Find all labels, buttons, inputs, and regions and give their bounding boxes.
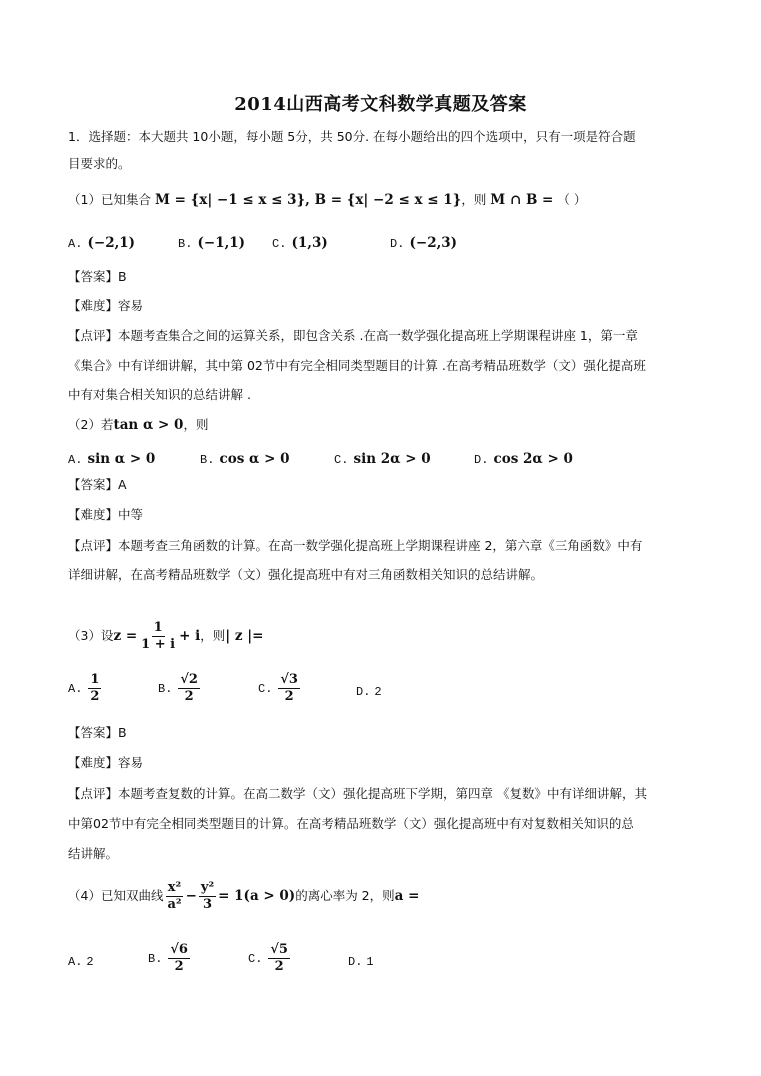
fraction-numerator: x² <box>167 880 182 895</box>
intro-line-2: 目要求的。 <box>68 156 131 171</box>
q4-minus: − <box>185 888 197 904</box>
q3-answer: 【答案】B <box>68 725 127 740</box>
q1-answer: 【答案】B <box>68 269 127 284</box>
q1-comment-line-1: 【点评】本题考查集合之间的运算关系，即包含关系 .在高一数学强化提高班上学期课程讲座 1，第一章 <box>68 328 638 343</box>
fraction-numerator: y² <box>200 880 215 895</box>
option-label: D. <box>390 237 405 251</box>
q1-option-b <box>178 232 245 251</box>
option-label: A. <box>68 682 83 696</box>
q4-tail: = 1(a > 0) <box>218 888 296 904</box>
q2-stem <box>68 416 208 434</box>
q2-prefix: （2）若 <box>68 417 114 432</box>
option-value: cos 2α > 0 <box>493 451 573 467</box>
option-fraction <box>268 942 290 975</box>
q3-z-eq: z = <box>113 628 138 644</box>
fraction-denominator: 2 <box>174 959 184 974</box>
option-label: C. <box>258 682 273 696</box>
fraction-denominator: a² <box>167 897 182 912</box>
q1-option-a <box>68 232 135 251</box>
q4-option-d <box>348 952 374 971</box>
q2-option-a <box>68 448 155 467</box>
q3-option-c <box>258 672 302 705</box>
q1-formula: M = {x| −1 ≤ x ≤ 3}, B = {x| −2 ≤ x ≤ 1} <box>154 192 462 208</box>
q3-plus-i: + i <box>179 628 201 644</box>
q1-comment-line-3: 中有对集合相关知识的总结讲解 . <box>68 387 251 402</box>
q3-comment-line-2: 中第02节中有完全相同类型题目的计算。在高考精品班数学（文）强化提高班中有对复数相关知识的总 <box>68 816 634 831</box>
option-label: C. <box>248 952 263 966</box>
q4-stem <box>68 880 419 913</box>
q3-option-d <box>356 682 382 701</box>
q3-suffix: ，则 <box>200 628 226 643</box>
fraction-denominator: 3 <box>203 897 213 912</box>
q4-mid: 的离心率为 2，则 <box>295 888 395 903</box>
option-value: (−2,3) <box>409 235 458 251</box>
q3-abs: | z |= <box>225 628 264 644</box>
option-label: B. <box>200 453 215 467</box>
q1-comment-line-2: 《集合》中有详细讲解，其中第 02节中有完全相同类型题目的计算 .在高考精品班数学（文）强化提高班 <box>68 358 646 373</box>
q2-suffix: ，则 <box>183 417 209 432</box>
option-label: C. <box>334 453 349 467</box>
q3-comment-line-3: 结讲解。 <box>68 846 119 861</box>
q2-option-c <box>334 448 431 467</box>
q1-option-d <box>390 232 457 251</box>
q1-mid: ，则 <box>461 192 491 207</box>
option-value: cos α > 0 <box>219 451 290 467</box>
fraction-denominator: 2 <box>90 689 100 704</box>
option-label: A. <box>68 955 83 969</box>
option-value: 2 <box>86 955 94 969</box>
q4-fraction-x <box>165 880 183 913</box>
intro-line-1: 1．选择题：本大题共 10小题，每小题 5分，共 50分. 在每小题给出的四个选项中，只有一项是符合题 <box>68 129 636 144</box>
option-fraction <box>278 672 300 705</box>
fraction-numerator: √5 <box>270 942 288 957</box>
q3-stem <box>68 620 263 653</box>
q3-option-a <box>68 672 103 705</box>
option-fraction <box>168 942 190 975</box>
fraction-numerator: 1 <box>90 672 100 687</box>
fraction-numerator: √6 <box>170 942 188 957</box>
q2-answer: 【答案】A <box>68 477 127 492</box>
q3-prefix: （3）设 <box>68 628 114 643</box>
q2-option-d <box>474 448 573 467</box>
option-fraction <box>178 672 200 705</box>
option-label: C. <box>272 237 287 251</box>
q4-option-b <box>148 942 192 975</box>
q3-fraction <box>139 620 177 653</box>
fraction-denominator: 2 <box>184 689 194 704</box>
q2-comment-line-1: 【点评】本题考查三角函数的计算。在高一数学强化提高班上学期课程讲座 2，第六章《三角函数》中有 <box>68 538 643 553</box>
q1-suffix: （ ） <box>553 192 587 207</box>
option-fraction <box>88 672 101 705</box>
q4-option-a <box>68 952 94 971</box>
q2-comment-line-2: 详细讲解，在高考精品班数学（文）强化提高班中有对三角函数相关知识的总结讲解。 <box>68 567 544 582</box>
page-title: 2014山西高考文科数学真题及答案 <box>234 94 527 115</box>
option-label: D. <box>348 955 363 969</box>
option-value: sin α > 0 <box>87 451 156 467</box>
fraction-denominator: 2 <box>284 689 294 704</box>
option-value: sin 2α > 0 <box>353 451 431 467</box>
option-value: 2 <box>374 685 382 699</box>
q4-a-eq: a = <box>394 888 420 904</box>
option-label: D. <box>474 453 489 467</box>
q3-option-b <box>158 672 202 705</box>
q1-option-c <box>272 232 328 251</box>
q4-prefix: （4）已知双曲线 <box>68 888 164 903</box>
option-label: A. <box>68 453 83 467</box>
q1-formula-2: M ∩ B = <box>490 192 554 208</box>
q2-difficulty: 【难度】中等 <box>68 507 144 522</box>
option-value: (1,3) <box>291 235 328 251</box>
option-value: (−1,1) <box>197 235 246 251</box>
option-value: 1 <box>366 955 374 969</box>
option-label: B. <box>158 682 173 696</box>
option-value: (−2,1) <box>87 235 136 251</box>
q4-fraction-y <box>199 880 216 913</box>
q4-option-c <box>248 942 292 975</box>
fraction-denominator: 1 + i <box>141 637 176 652</box>
q1-stem <box>68 191 586 209</box>
q3-comment-line-1: 【点评】本题考查复数的计算。在高二数学（文）强化提高班下学期，第四章 《复数》中有详细讲解，其 <box>68 786 647 801</box>
option-label: A. <box>68 237 83 251</box>
option-label: D. <box>356 685 371 699</box>
q1-difficulty: 【难度】容易 <box>68 298 144 313</box>
option-label: B. <box>148 952 163 966</box>
fraction-numerator: √3 <box>280 672 298 687</box>
fraction-numerator: √2 <box>180 672 198 687</box>
fraction-denominator: 2 <box>274 959 284 974</box>
q1-prefix: （1）已知集合 <box>68 192 155 207</box>
fraction-numerator: 1 <box>153 620 163 635</box>
q2-option-b <box>200 448 290 467</box>
q3-difficulty: 【难度】容易 <box>68 755 144 770</box>
q2-formula: tan α > 0 <box>113 417 184 433</box>
option-label: B. <box>178 237 193 251</box>
